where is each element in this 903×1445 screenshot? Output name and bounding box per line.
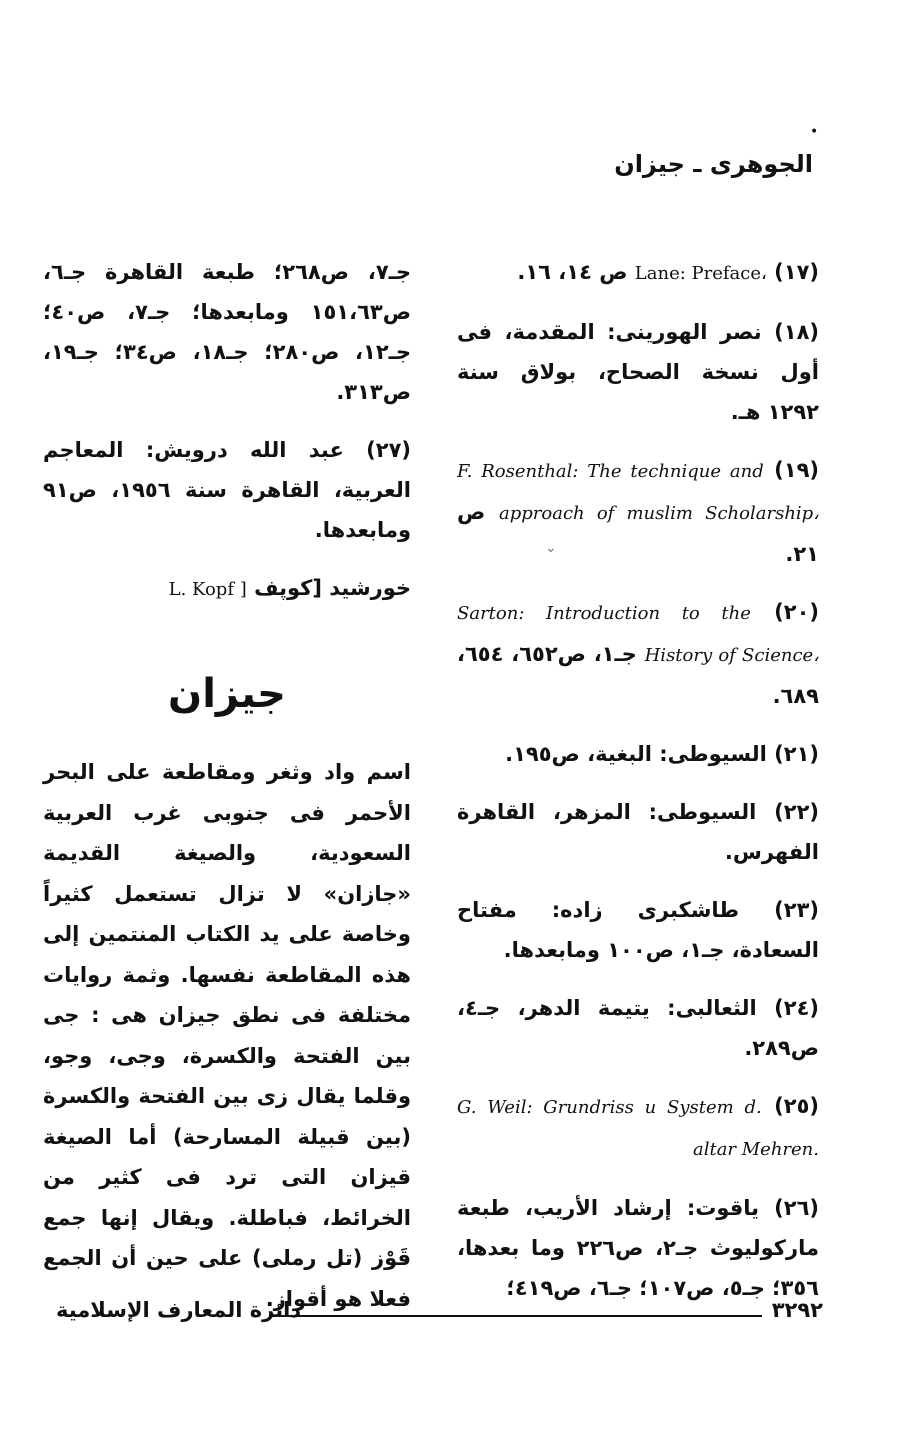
footer-title: دائرة المعارف الإسلامية [56, 1298, 302, 1322]
note-20: (٢٠) Sarton: Introduction to the History of Science، جـ١، ص٦٥٢، ٦٥٤، ٦٨٩. [457, 600, 820, 708]
note-26-continuation: جـ٧، ص٢٦٨؛ طبعة القاهرة جـ٦، ص١٥١،٦٣ ومابعدها؛ جـ٧، ص٤٠؛ جـ١٢، ص٢٨٠؛ جـ١٨، ص٣٤؛ جـ١٩، ص٣١٣. [43, 260, 411, 404]
note-24: (٢٤) الثعالبى: يتيمة الدهر، جـ٤، ص٢٨٩. [457, 996, 819, 1060]
note-19-latin: F. Rosenthal: The technique and approach of muslim Scholarship، [457, 461, 819, 524]
article-author: خورشيد [كوپف L. Kopf ] [168, 576, 411, 600]
note-20-latin: Sarton: Introduction to the History of Science، [457, 603, 819, 666]
page-number: ٣٢٩٢ [771, 1298, 823, 1322]
article-title: جيزان [168, 671, 286, 717]
note-25: (٢٥) G. Weil: Grundriss u System d. altar Mehren. [457, 1094, 820, 1160]
note-17: (١٧) Lane: Preface، ص ١٤، ١٦. [517, 260, 819, 284]
note-23: (٢٣) طاشكبرى زاده: مفتاح السعادة، جـ١، ص١٠٠ ومابعدها. [457, 898, 820, 962]
footer-rule [272, 1315, 762, 1317]
note-25-latin: G. Weil: Grundriss u System d. altar Mehren. [457, 1097, 819, 1160]
scan-mark: ⌄ [545, 540, 557, 556]
note-17-latin: Lane: Preface، [634, 263, 767, 284]
note-18: (١٨) نصر الهورينى: المقدمة، فى أول نسخة الصحاح، بولاق سنة ١٢٩٢ هـ. [457, 320, 820, 424]
note-27: (٢٧) عبد الله درويش: المعاجم العربية، القاهرة سنة ١٩٥٦، ص٩١ ومابعدها. [43, 438, 411, 542]
left-column [43, 252, 411, 1340]
stray-mark: • [810, 124, 819, 140]
right-column [457, 252, 819, 1326]
article-body: اسم واد وثغر ومقاطعة على البحر الأحمر فى جنوبى غرب العربية السعودية، والصيغة القديمة «جازان» لا تزال تستعمل كثيراً وخاصة على يد الكتاب المنتمين إلى هذه المقاطعة نفسها. وثمة روايات مختلفة فى نطق جيزان هى : جى بين الفتحة والكسرة، وجى، وجو، وقلما يقال زى بين الفتحة والكسرة (بين قبيلة المسارحة) أما الصيغة قيزان التى ترد فى كثير من الخرائط، فباطلة. ويقال إنها جمع قَوْز (تل رملى) على حين أن الجمع فعلا هو أقواز. [43, 760, 411, 1311]
note-22: (٢٢) السيوطى: المزهر، القاهرة الفهرس. [457, 800, 820, 864]
author-latin-name: L. Kopf ] [168, 579, 247, 600]
note-19: (١٩) F. Rosenthal: The technique and approach of muslim Scholarship، ص ٢١. [457, 458, 820, 566]
note-21: (٢١) السيوطى: البغية، ص١٩٥. [505, 742, 819, 766]
running-head: الجوهرى ـ جيزان [614, 150, 813, 178]
note-26: (٢٦) ياقوت: إرشاد الأريب، طبعة ماركوليوث جـ٢، ص٢٢٦ وما بعدها، ٣٥٦؛ جـ٥، ص١٠٧؛ جـ٦، ص٤١٩؛ [457, 1196, 820, 1300]
